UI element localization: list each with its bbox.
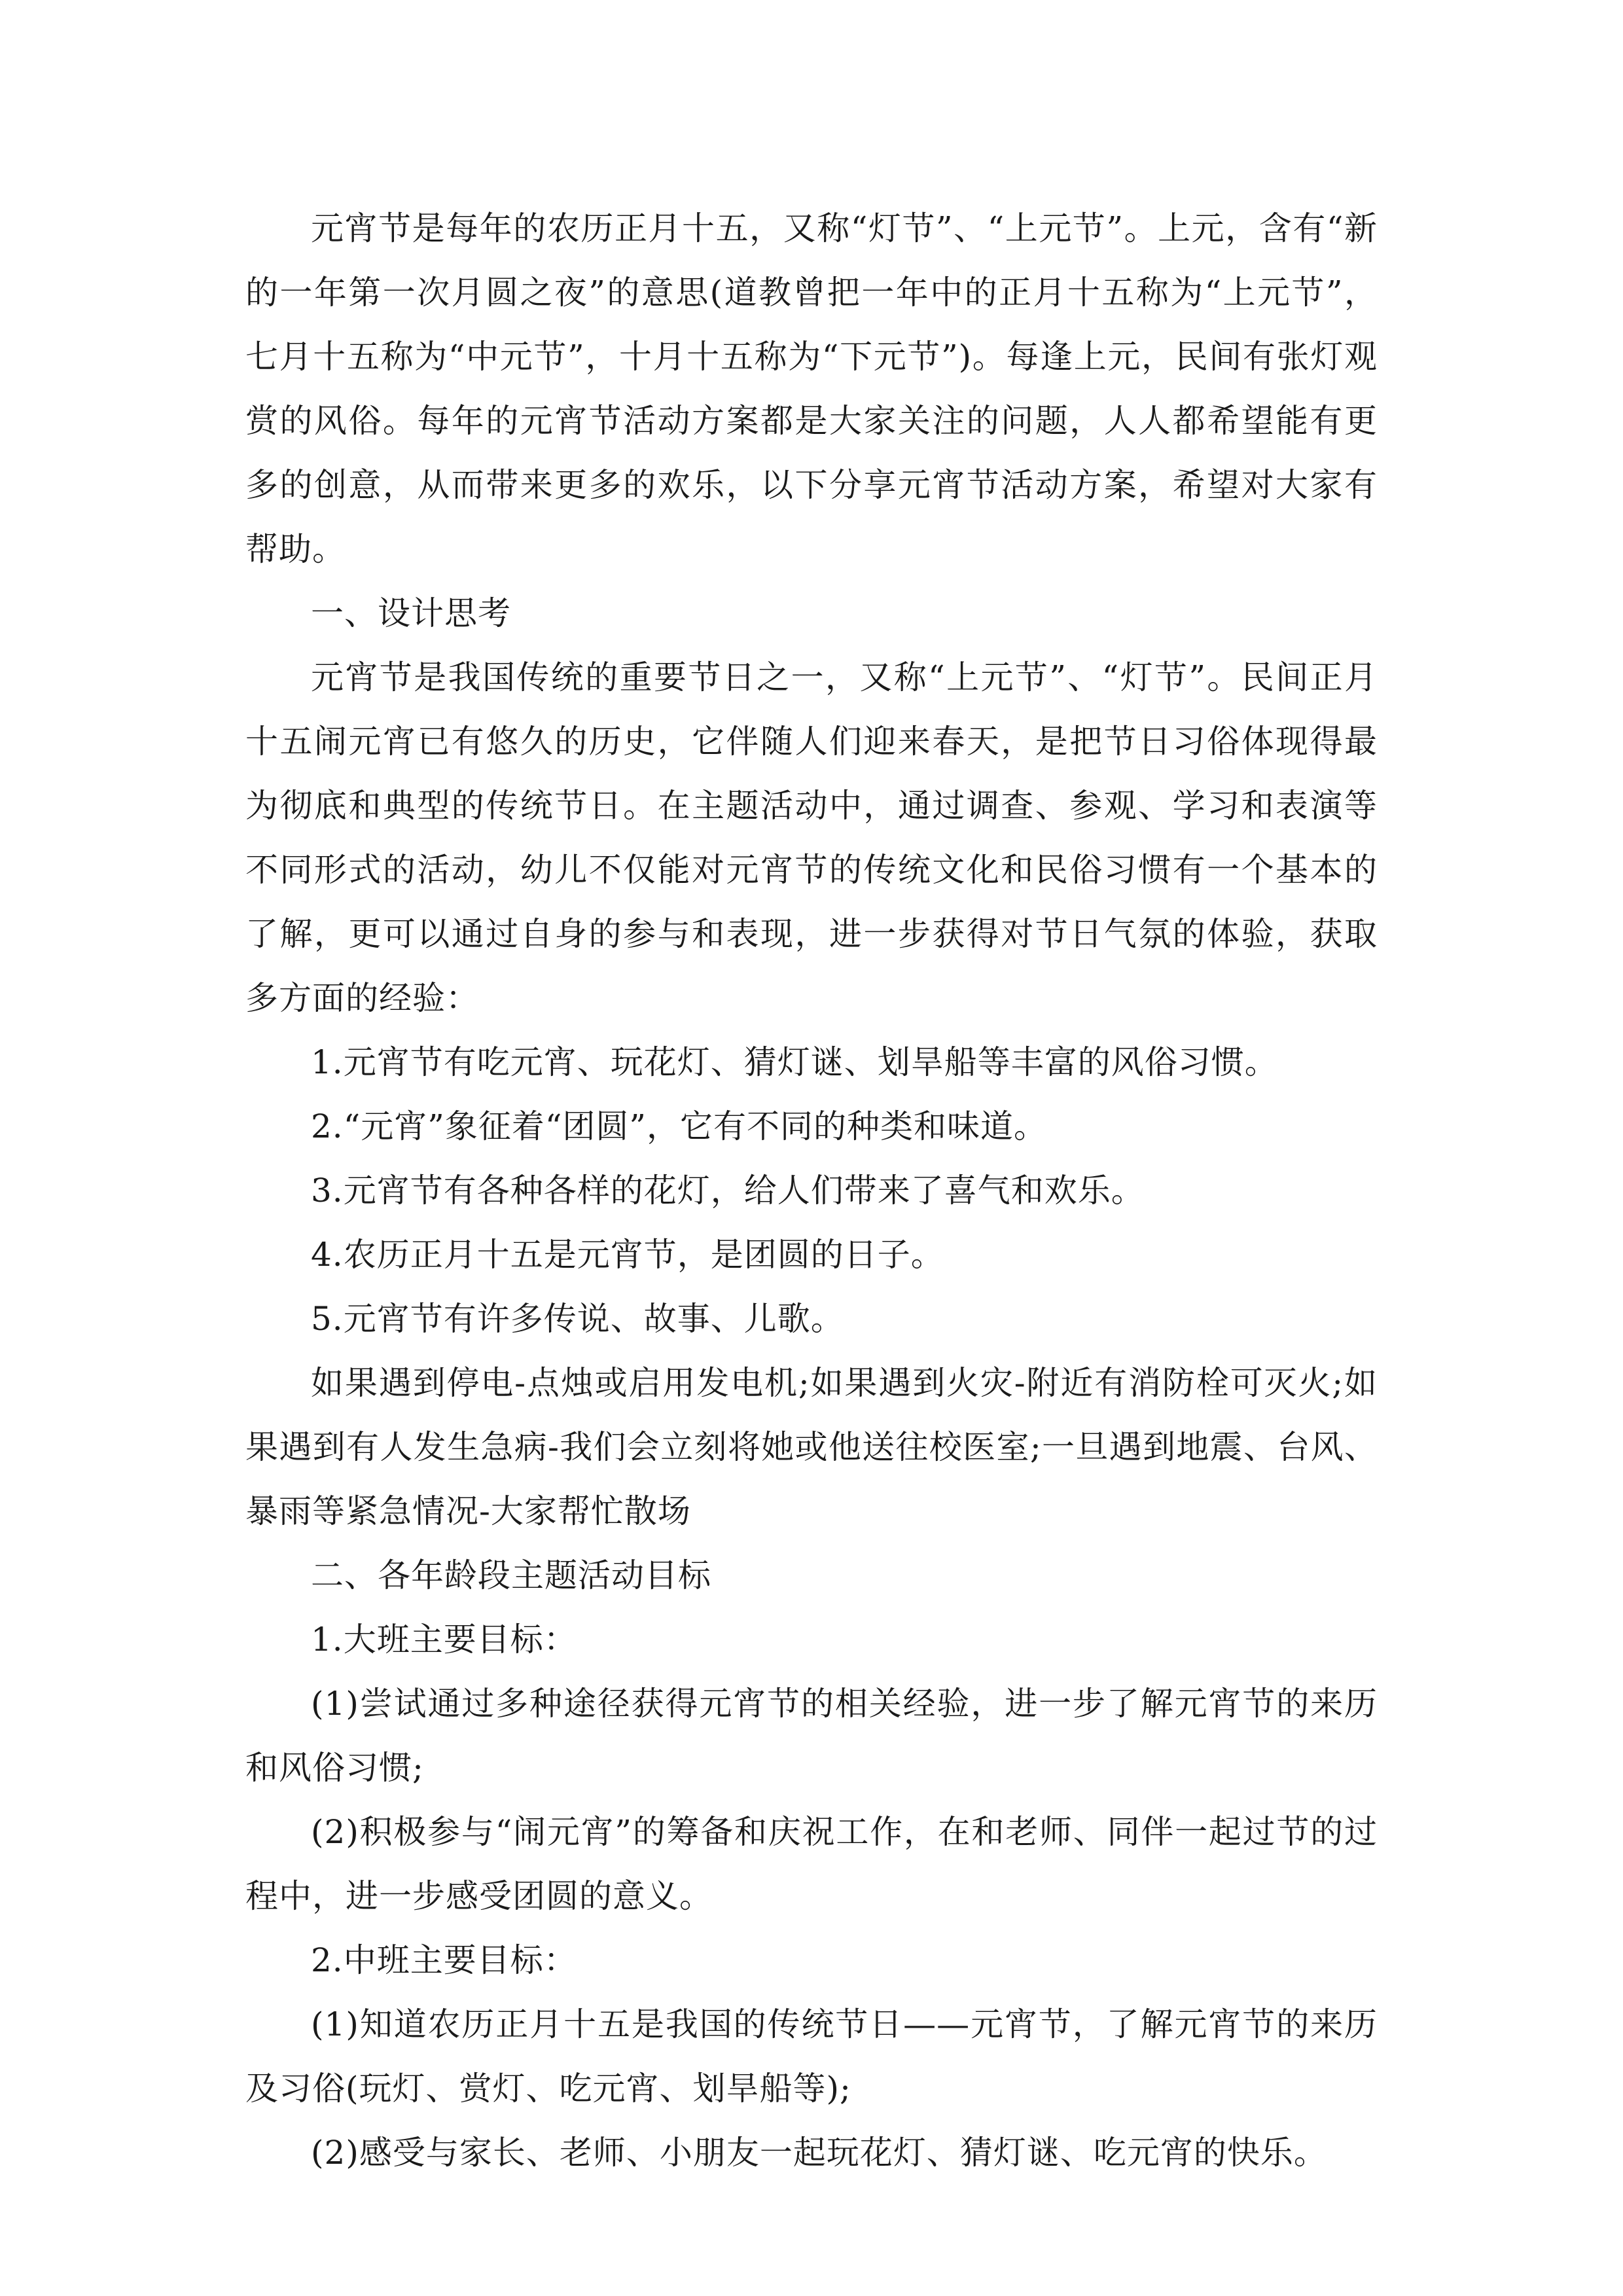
subheading-senior-class: 1.大班主要目标： <box>311 1621 577 1659</box>
list-item: 3.元宵节有各种各样的花灯，给人们带来了喜气和欢乐。 <box>311 1172 1145 1210</box>
list-item: 2.“元宵”象征着“团圆”，它有不同的种类和味道。 <box>311 1107 1047 1145</box>
list-item: 1.元宵节有吃元宵、玩花灯、猜灯谜、划旱船等丰富的风俗习惯。 <box>311 1043 1278 1081</box>
document-body <box>245 196 1378 2185</box>
subheading-middle-class: 2.中班主要目标： <box>311 1941 577 1979</box>
section-heading-goals: 二、各年龄段主题活动目标 <box>311 1556 711 1594</box>
goal-item: (2)积极参与“闹元宵”的筹备和庆祝工作，在和老师、同伴一起过节的过程中，进一步感受团圆的意义。 <box>245 1813 1378 1915</box>
emergency-paragraph: 如果遇到停电-点烛或启用发电机;如果遇到火灾-附近有消防栓可灭火;如果遇到有人发生急病-我们会立刻将她或他送往校医室;一旦遇到地震、台风、暴雨等紧急情况-大家帮忙散场 <box>245 1364 1378 1530</box>
section-heading-design-thinking: 一、设计思考 <box>311 594 511 632</box>
intro-paragraph: 元宵节是每年的农历正月十五，又称“灯节”、“上元节”。上元，含有“新的一年第一次月圆之夜”的意思(道教曾把一年中的正月十五称为“上元节”，七月十五称为“中元节”，十月十五称为“下元节”)。每逢上元，民间有张灯观赏的风俗。每年的元宵节活动方案都是大家关注的问题，人人都希望能有更多的创意，从而带来更多的欢乐，以下分享元宵节活动方案，希望对大家有帮助。 <box>245 209 1378 568</box>
list-item: 5.元宵节有许多传说、故事、儿歌。 <box>311 1300 844 1338</box>
design-thinking-paragraph: 元宵节是我国传统的重要节日之一，又称“上元节”、“灯节”。民间正月十五闹元宵已有悠久的历史，它伴随人们迎来春天，是把节日习俗体现得最为彻底和典型的传统节日。在主题活动中，通过调查、参观、学习和表演等不同形式的活动，幼儿不仅能对元宵节的传统文化和民俗习惯有一个基本的了解，更可以通过自身的参与和表现，进一步获得对节日气氛的体验，获取多方面的经验： <box>245 658 1378 1017</box>
goal-item: (1)尝试通过多种途径获得元宵节的相关经验，进一步了解元宵节的来历和风俗习惯; <box>245 1685 1378 1787</box>
goal-item: (1)知道农历正月十五是我国的传统节日——元宵节，了解元宵节的来历及习俗(玩灯、赏灯、吃元宵、划旱船等); <box>245 2005 1378 2108</box>
list-item: 4.农历正月十五是元宵节，是团圆的日子。 <box>311 1236 944 1274</box>
goal-item: (2)感受与家长、老师、小朋友一起玩花灯、猜灯谜、吃元宵的快乐。 <box>311 2134 1327 2172</box>
